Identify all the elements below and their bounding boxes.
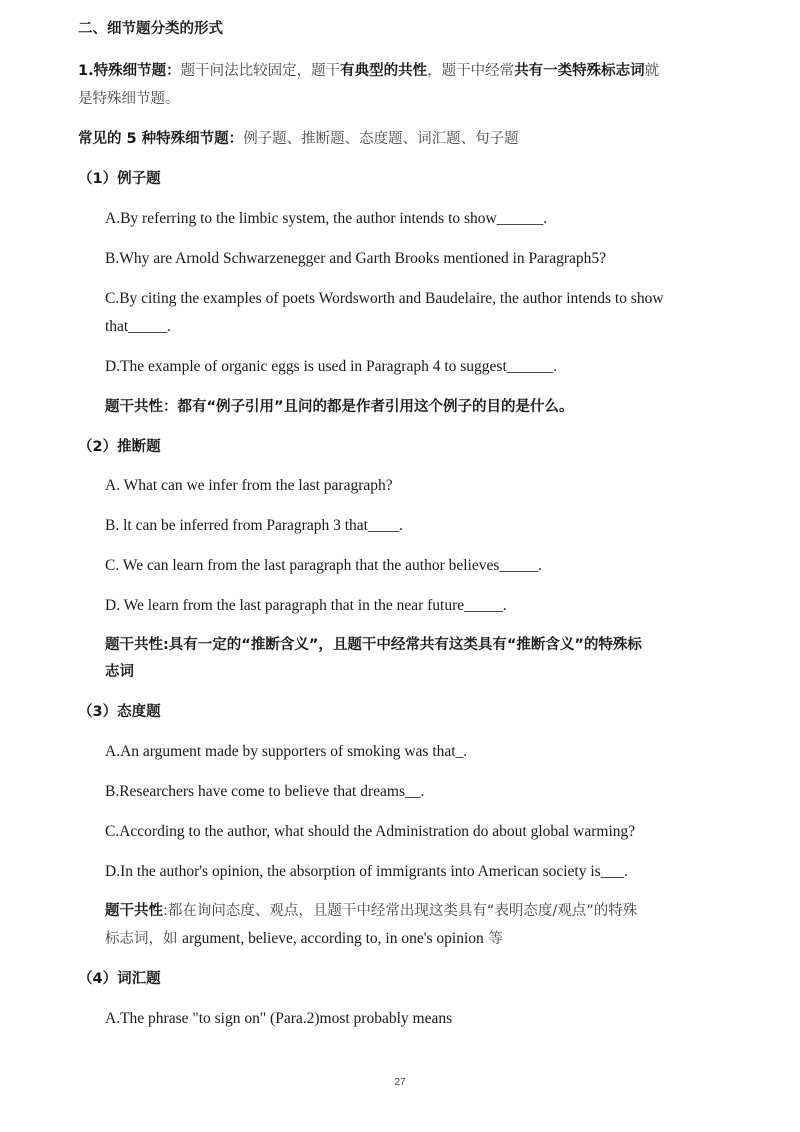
list-item: A.By referring to the limbic system, the author intends to show______.: [105, 210, 548, 227]
common-types-list: 例子题、推断题、态度题、词汇题、句子题: [243, 131, 519, 147]
page-number: 27: [394, 1077, 406, 1088]
common-types: [78, 128, 519, 150]
common-label: 题干共性: [105, 903, 163, 919]
list-item: D. We learn from the last paragraph that in the near future_____.: [105, 597, 507, 614]
common-note-attitude: [105, 900, 637, 922]
common-text: :都在询问态度、观点，且题干中经常出现这类具有“表明态度/观点”的特殊: [163, 903, 638, 919]
keyword-list: argument, believe, according to, in one's opinion: [182, 930, 484, 947]
list-item: A. What can we infer from the last paragraph?: [105, 477, 393, 494]
common-text-prefix: 标志词，如: [105, 931, 183, 947]
section-heading-attitude: （3）态度题: [78, 704, 161, 720]
list-item: A.An argument made by supporters of smoking was that_.: [105, 743, 468, 760]
list-item: C. We can learn from the last paragraph that the author believes_____.: [105, 557, 543, 574]
list-item: that_____.: [105, 318, 171, 335]
list-item: A.The phrase "to sign on" (Para.2)most probably means: [105, 1010, 453, 1027]
common-note-example: [105, 396, 574, 418]
common-text: :具有一定的“推断含义”，且题干中经常共有这类具有“推断含义”的特殊标: [163, 637, 642, 653]
common-label: 题干共性: [105, 637, 163, 653]
list-item: B. lt can be inferred from Paragraph 3 that____.: [105, 517, 403, 534]
intro-text-2: ，题干中经常: [427, 63, 515, 79]
common-text-continued: 志词: [105, 664, 134, 680]
common-text-continued: [105, 928, 503, 950]
common-text-suffix: 等: [483, 931, 503, 947]
intro-bold-2: 共有一类特殊标志词: [514, 63, 645, 79]
intro-line-2: 是特殊细节题。: [78, 91, 180, 107]
section-heading-vocabulary: （4）词汇题: [78, 971, 161, 987]
common-text: ：都有“例子引用”且问的都是作者引用这个例子的目的是什么。: [163, 399, 574, 415]
intro-bold-1: 有典型的共性: [340, 63, 428, 79]
list-item: C.By citing the examples of poets Wordsworth and Baudelaire, the author intends to show: [105, 290, 664, 307]
list-item: D.The example of organic eggs is used in Paragraph 4 to suggest______.: [105, 358, 558, 375]
intro-lead: 1.特殊细节题：: [78, 63, 181, 79]
list-item: D.In the author's opinion, the absorption of immigrants into American society is___.: [105, 863, 628, 880]
intro-line-1: [78, 60, 659, 82]
common-note-inference: [105, 634, 642, 656]
common-label: 题干共性: [105, 399, 163, 415]
section-heading-example: （1）例子题: [78, 171, 161, 187]
list-item: B.Researchers have come to believe that dreams__.: [105, 783, 425, 800]
list-item: B.Why are Arnold Schwarzenegger and Garth Brooks mentioned in Paragraph5?: [105, 250, 607, 267]
section-title: 二、细节题分类的形式: [78, 21, 223, 37]
section-heading-inference: （2）推断题: [78, 439, 161, 455]
intro-text-3: 就: [644, 63, 660, 79]
list-item: C.According to the author, what should the Administration do about global warming?: [105, 823, 636, 840]
intro-text-1: 题干问法比较固定，题干: [180, 63, 341, 79]
common-types-lead: 常见的 5 种特殊细节题：: [78, 131, 244, 147]
